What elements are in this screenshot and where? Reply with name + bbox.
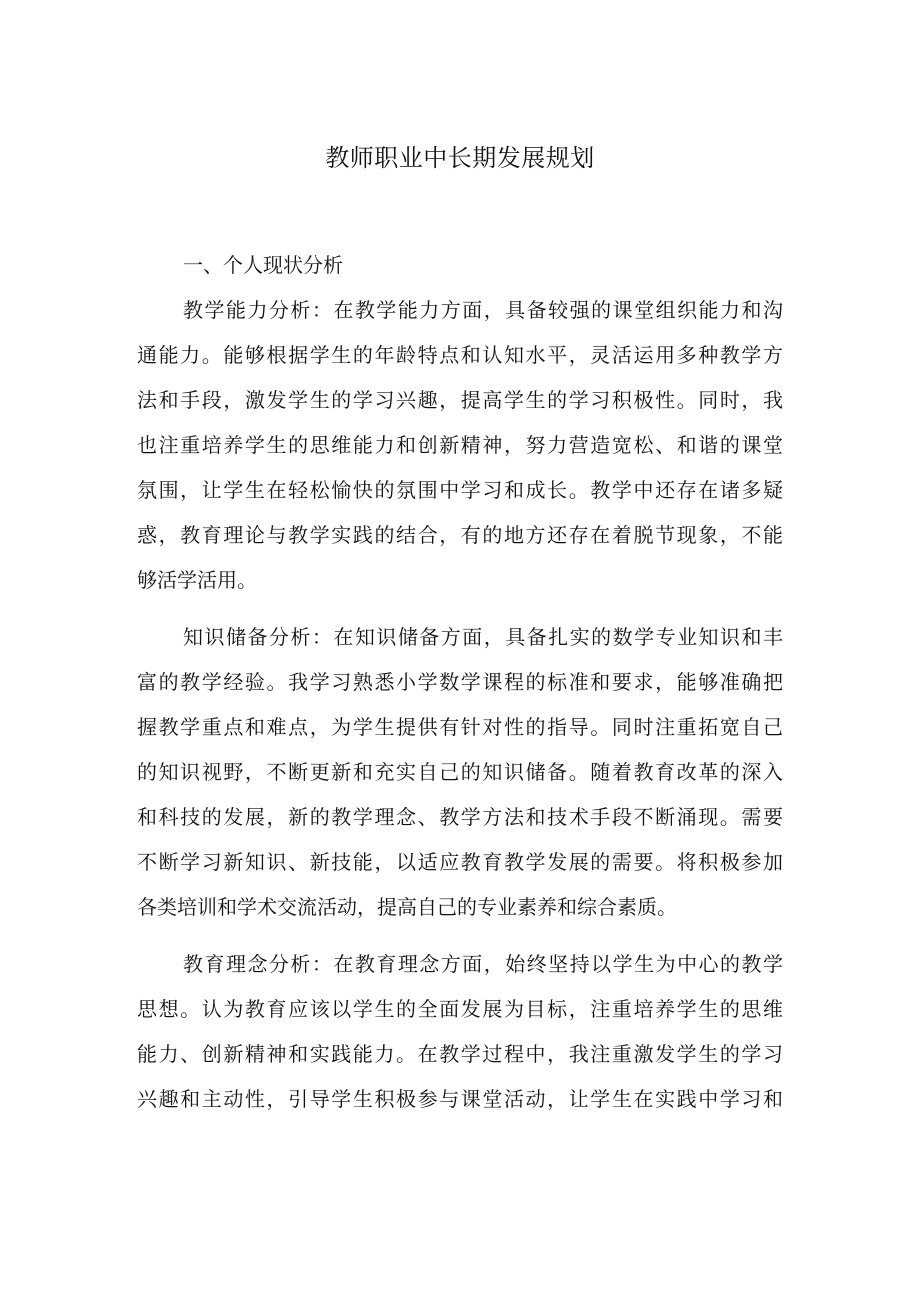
paragraph-line: 也注重培养学生的思维能力和创新精神，努力营造宽松、和谐的课堂 — [137, 433, 783, 457]
paragraph-line: 兴趣和主动性，引导学生积极参与课堂活动，让学生在实践中学习和 — [137, 1087, 783, 1111]
paragraph-line: 知识储备分析：在知识储备方面，具备扎实的数学专业知识和丰 — [183, 625, 783, 649]
paragraph-teaching-ability — [137, 282, 783, 597]
paragraph-line: 氛围，让学生在轻松愉快的氛围中学习和成长。教学中还存在诸多疑 — [137, 478, 783, 502]
section-heading-1: 一、个人现状分析 — [183, 253, 343, 277]
paragraph-knowledge-reserve — [137, 597, 783, 924]
paragraph-line: 够活学活用。 — [137, 568, 257, 592]
paragraph-line: 富的教学经验。我学习熟悉小学数学课程的标准和要求，能够准确把 — [137, 670, 783, 694]
paragraph-line: 教育理念分析：在教育理念方面，始终坚持以学生为中心的教学 — [183, 952, 783, 976]
paragraph-line: 法和手段，激发学生的学习兴趣，提高学生的学习积极性。同时，我 — [137, 388, 783, 412]
paragraph-line: 惑，教育理论与教学实践的结合，有的地方还存在着脱节现象，不能 — [137, 523, 783, 547]
paragraph-line: 不断学习新知识、新技能，以适应教育教学发展的需要。将积极参加 — [137, 850, 783, 874]
paragraph-line: 和科技的发展，新的教学理念、教学方法和技术手段不断涌现。需要 — [137, 805, 783, 829]
paragraph-line: 的知识视野，不断更新和充实自己的知识储备。随着教育改革的深入 — [137, 760, 783, 784]
paragraph-line: 各类培训和学术交流活动，提高自己的专业素养和综合素质。 — [137, 895, 677, 919]
paragraph-line: 教学能力分析：在教学能力方面，具备较强的课堂组织能力和沟 — [183, 298, 783, 322]
document-title: 教师职业中长期发展规划 — [325, 144, 595, 172]
paragraph-line: 能力、创新精神和实践能力。在教学过程中，我注重激发学生的学习 — [137, 1042, 783, 1066]
paragraph-line: 思想。认为教育应该以学生的全面发展为目标，注重培养学生的思维 — [137, 997, 783, 1021]
paragraph-line: 通能力。能够根据学生的年龄特点和认知水平，灵活运用多种教学方 — [137, 343, 783, 367]
document-body — [137, 249, 783, 1116]
paragraph-line: 握教学重点和难点，为学生提供有针对性的指导。同时注重拓宽自己 — [137, 715, 783, 739]
paragraph-education-philosophy — [137, 924, 783, 1116]
